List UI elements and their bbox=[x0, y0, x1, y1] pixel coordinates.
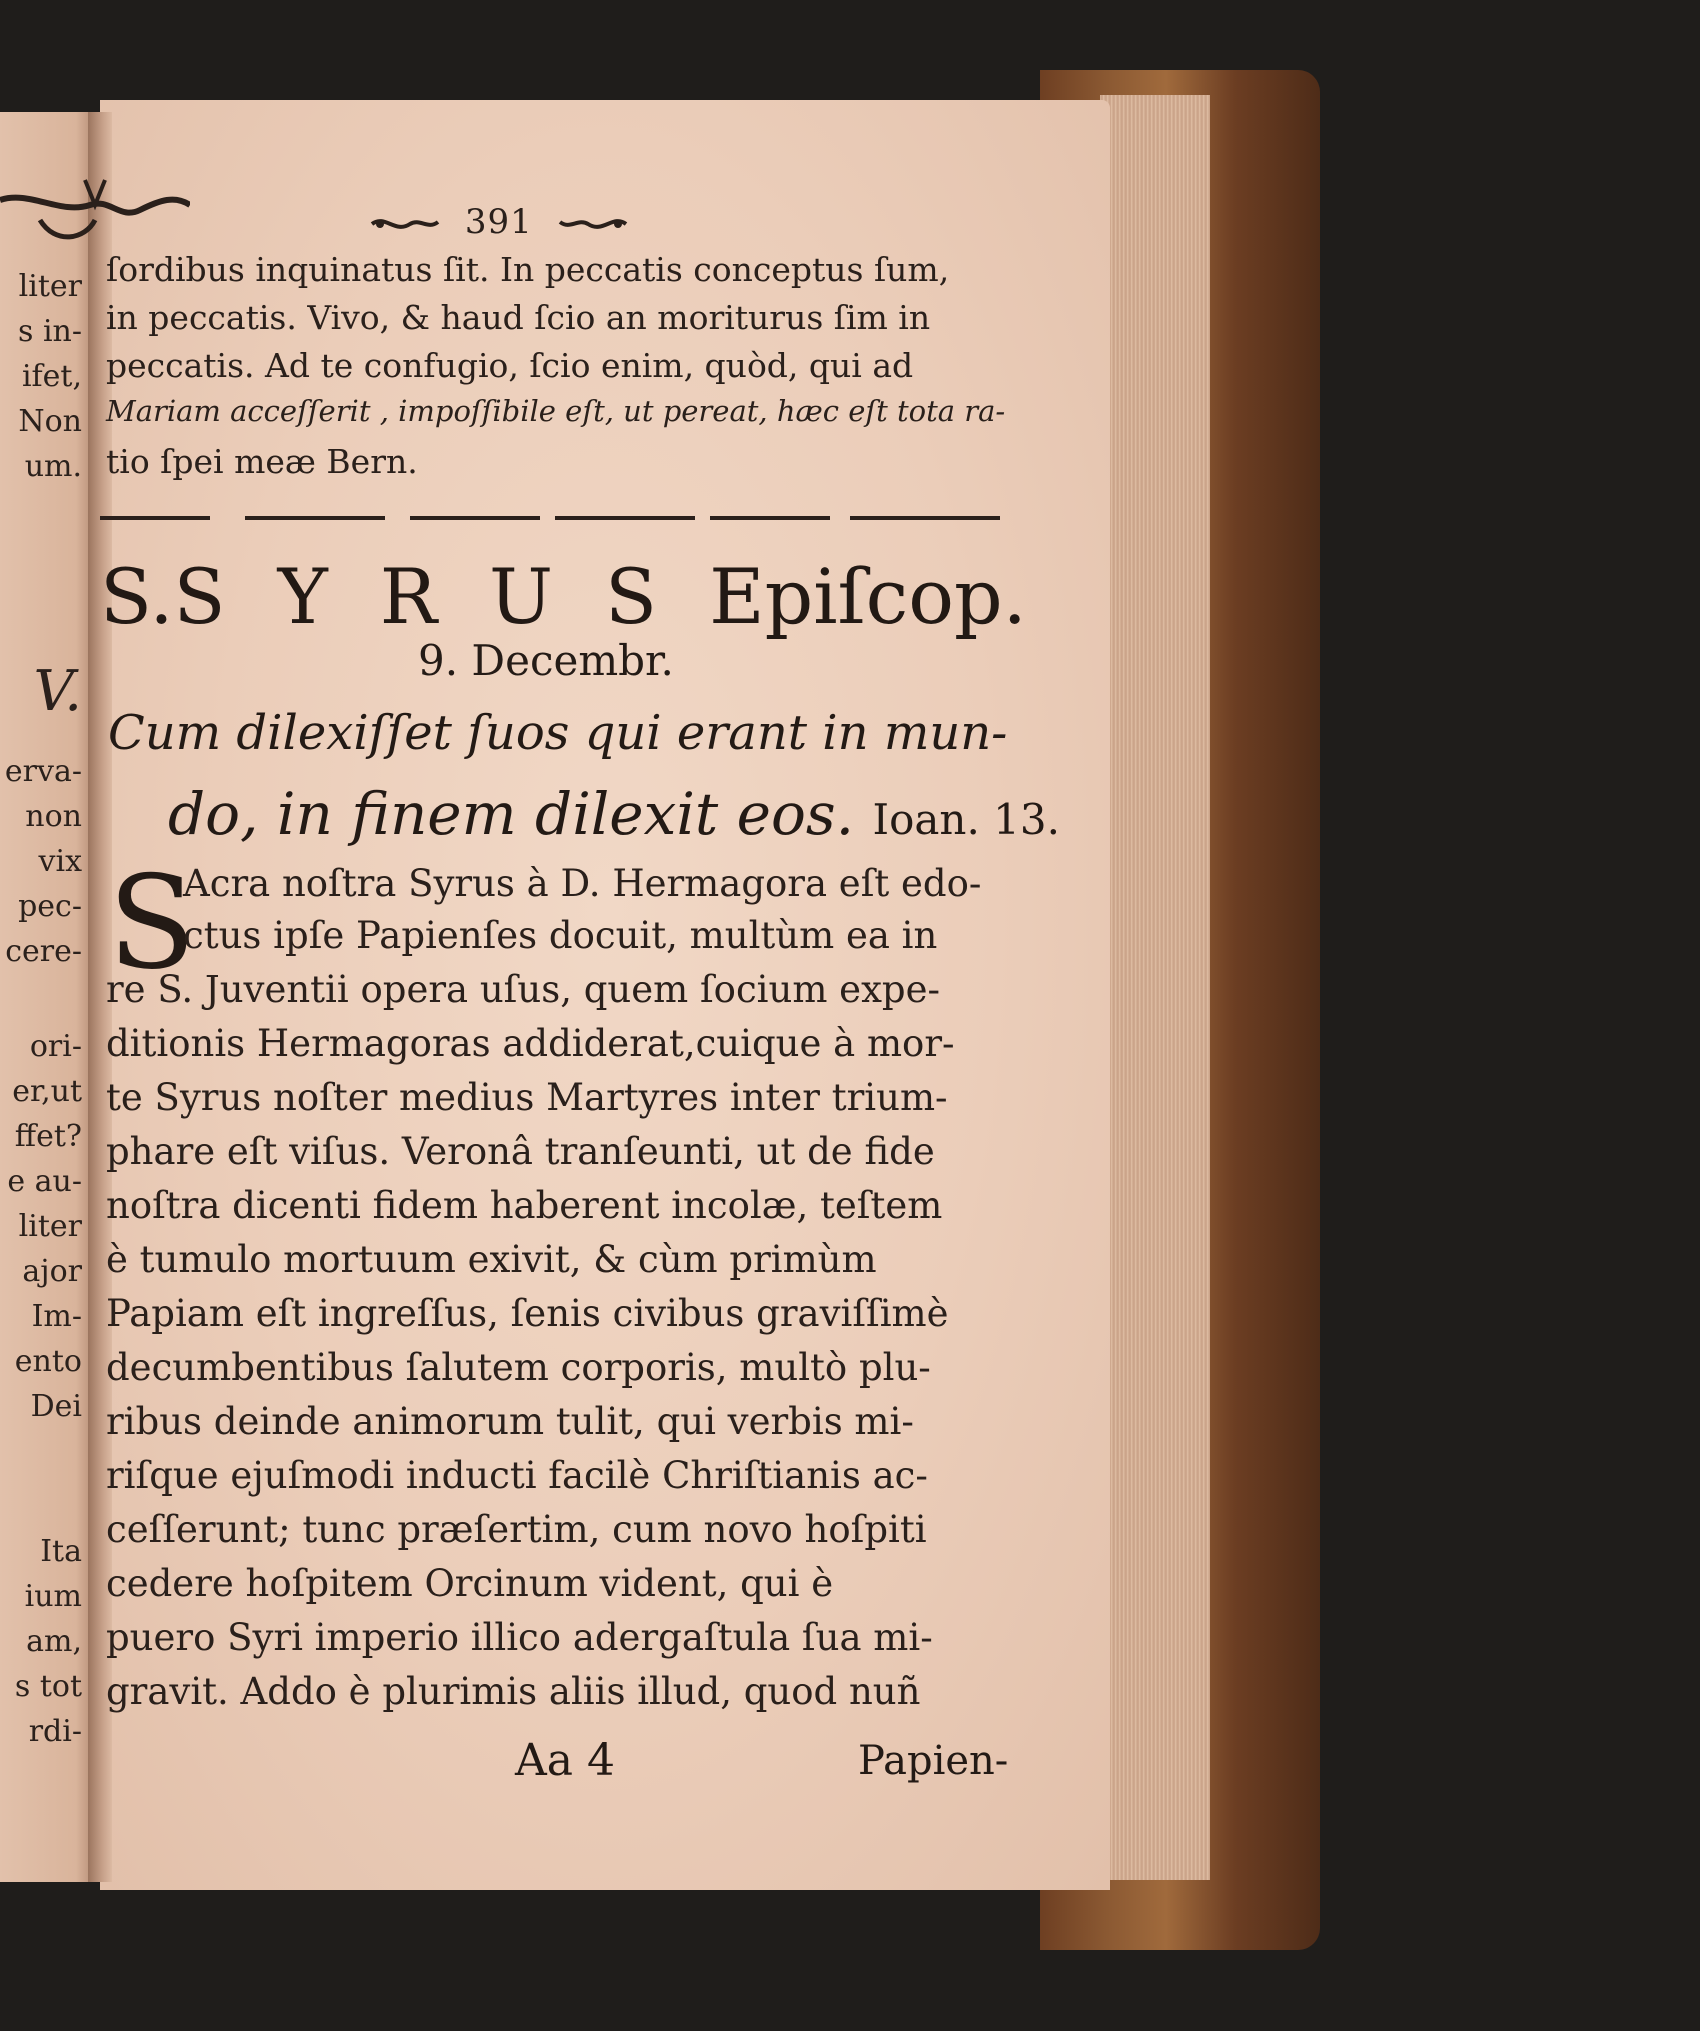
top-paragraph-line: ſordibus inquinatus ſit. In peccatis conceptus ſum, bbox=[106, 250, 950, 289]
left-fragment: am, bbox=[26, 1624, 82, 1659]
body-line: re S. Juventii opera uſus, quem ſocium expe- bbox=[106, 968, 941, 1011]
top-paragraph-line: Mariam acceſſerit , impoſſibile eſt, ut pereat, hæc eſt tota ra- bbox=[106, 394, 1006, 428]
body-line: ctus ipſe Papienſes docuit, multùm ea in bbox=[183, 914, 938, 957]
left-fragment: cere- bbox=[5, 934, 82, 969]
left-fragment: Dei bbox=[30, 1389, 82, 1424]
left-fragment: ori- bbox=[29, 1029, 82, 1064]
signature-mark: Aa 4 bbox=[515, 1735, 615, 1786]
left-fragment: Im- bbox=[31, 1299, 82, 1334]
page-edges bbox=[1100, 95, 1210, 1880]
header-ornament-left-icon bbox=[370, 214, 440, 234]
body-line: decumbentibus ſalutem corporis, multò plu- bbox=[106, 1346, 931, 1389]
left-fragment: liter bbox=[18, 1209, 82, 1244]
left-fragment: V. bbox=[33, 659, 82, 724]
title-name: SYRUS bbox=[173, 552, 710, 641]
body-line: noſtra dicenti fidem haberent incolæ, teſtem bbox=[106, 1184, 943, 1227]
body-line: cedere hoſpitem Orcinum vident, qui è bbox=[106, 1562, 834, 1605]
body-line: phare eſt viſus. Veronâ tranſeunti, ut de fide bbox=[106, 1130, 935, 1173]
body-line: ribus deinde animorum tulit, qui verbis mi- bbox=[106, 1400, 914, 1443]
left-fragment: Ita bbox=[40, 1534, 82, 1569]
left-fragment: non bbox=[25, 799, 82, 834]
left-fragment: pec- bbox=[18, 889, 82, 924]
body-line: gravit. Addo è plurimis aliis illud, quod nuñ bbox=[106, 1670, 921, 1713]
entry-title bbox=[100, 552, 1027, 641]
top-paragraph-line: in peccatis. Vivo, & haud ſcio an moriturus ſim in bbox=[106, 298, 931, 337]
body-line: te Syrus noſter medius Martyres inter trium- bbox=[106, 1076, 948, 1119]
body-line: Papiam eſt ingreſſus, ſenis civibus graviſſimè bbox=[106, 1292, 949, 1335]
motto-text: do, in finem dilexit eos. bbox=[168, 780, 855, 848]
left-fragment: ajor bbox=[22, 1254, 82, 1289]
left-fragment: ium bbox=[24, 1579, 82, 1614]
body-line: puero Syri imperio illico adergaſtula ſua mi- bbox=[106, 1616, 933, 1659]
motto-reference: Ioan. 13. bbox=[872, 795, 1060, 844]
body-line: Acra noſtra Syrus à D. Hermagora eſt edo- bbox=[183, 862, 982, 905]
left-fragment: rdi- bbox=[28, 1714, 82, 1749]
left-fragment: Non bbox=[18, 404, 82, 439]
left-fragment: s in- bbox=[18, 314, 82, 349]
body-line: riſque ejuſmodi inducti facilè Chriſtianis ac- bbox=[106, 1454, 928, 1497]
body-line: ceſſerunt; tunc præſertim, cum novo hoſpiti bbox=[106, 1508, 927, 1551]
left-fragment: liter bbox=[18, 269, 82, 304]
left-ornament-icon bbox=[0, 160, 190, 250]
page-number: 391 bbox=[464, 202, 533, 242]
title-saint: S. bbox=[100, 552, 174, 641]
left-fragment: ifet, bbox=[21, 359, 82, 394]
drop-cap: S bbox=[108, 849, 196, 998]
left-fragment: er,ut bbox=[12, 1074, 82, 1109]
title-rank: Epiſcop. bbox=[709, 552, 1027, 641]
left-fragment: s tot bbox=[14, 1669, 82, 1704]
running-header bbox=[370, 202, 628, 242]
left-fragment: erva- bbox=[4, 754, 82, 789]
motto-line: Cum dilexiſſet ſuos qui erant in mun- bbox=[108, 705, 1008, 761]
motto-line-2 bbox=[168, 780, 1068, 848]
left-fragment: ento bbox=[14, 1344, 82, 1379]
catchword: Papien- bbox=[858, 1738, 1009, 1784]
left-fragment: ffet? bbox=[14, 1119, 82, 1154]
feast-date: 9. Decembr. bbox=[418, 636, 674, 685]
body-line: è tumulo mortuum exivit, & cùm primùm bbox=[106, 1238, 877, 1281]
header-ornament-right-icon bbox=[558, 214, 628, 234]
left-fragment: um. bbox=[24, 449, 82, 484]
section-divider bbox=[100, 513, 1000, 523]
body-line: ditionis Hermagoras addiderat,cuique à mor- bbox=[106, 1022, 955, 1065]
left-fragment: e au- bbox=[7, 1164, 82, 1199]
top-paragraph-line: peccatis. Ad te confugio, ſcio enim, quòd, qui ad bbox=[106, 346, 914, 385]
top-paragraph-line: tio ſpei meæ Bern. bbox=[106, 442, 418, 481]
left-fragment: vix bbox=[38, 844, 82, 879]
